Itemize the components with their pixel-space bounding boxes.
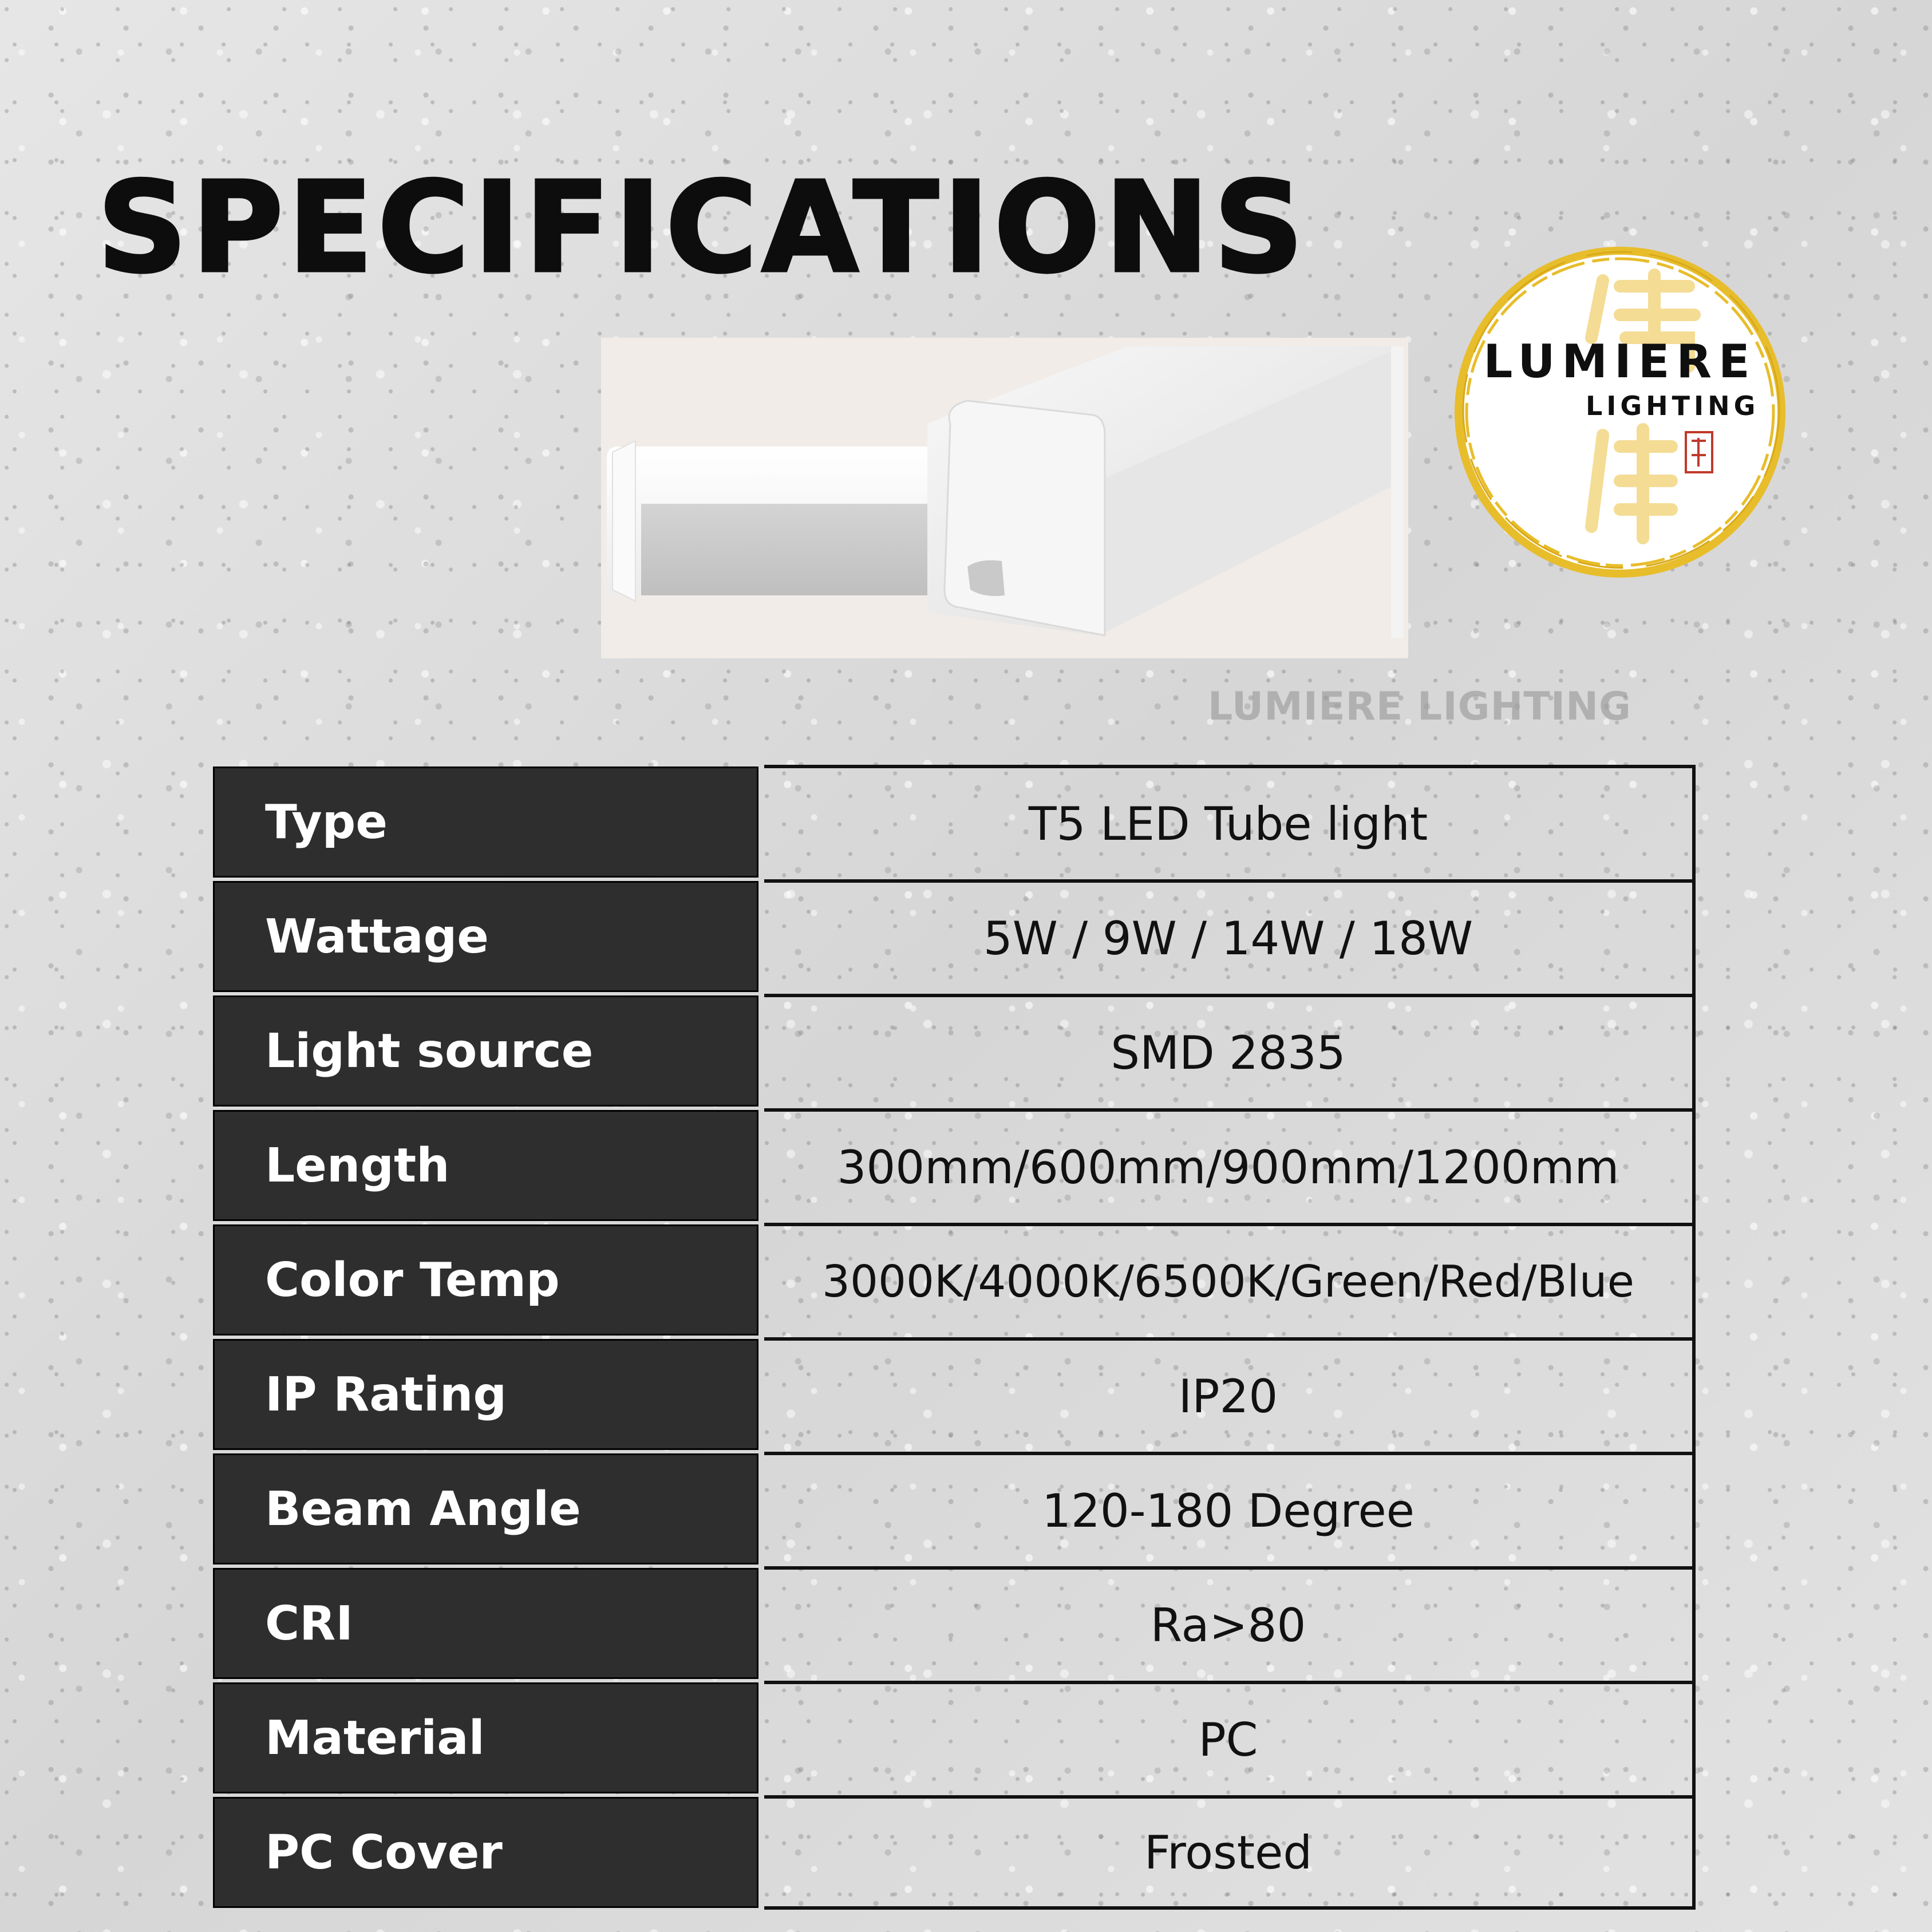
logo-name: LUMIERE [1483, 335, 1757, 388]
watermark-text: LUMIERE LIGHTING [1208, 684, 1631, 729]
spec-row-ip-rating [213, 1337, 1696, 1452]
spec-value: 120-180 Degree [764, 1452, 1696, 1566]
spec-value: 3000K/4000K/6500K/Green/Red/Blue [764, 1223, 1696, 1337]
spec-row-length [213, 1108, 1696, 1223]
spec-row-pc-cover [213, 1795, 1696, 1910]
spec-value: Ra>80 [764, 1566, 1696, 1681]
spec-value: Frosted [764, 1795, 1696, 1910]
spec-row-material [213, 1681, 1696, 1795]
spec-label: CRI [213, 1568, 758, 1679]
brand-logo [1448, 240, 1792, 584]
spec-value: 300mm/600mm/900mm/1200mm [764, 1108, 1696, 1223]
spec-row-light-source [213, 994, 1696, 1108]
spec-value: PC [764, 1681, 1696, 1795]
spec-label: PC Cover [213, 1797, 758, 1908]
spec-label: IP Rating [213, 1339, 758, 1450]
page-title: SPECIFICATIONS [97, 156, 1309, 301]
spec-label: Beam Angle [213, 1453, 758, 1564]
product-image [601, 338, 1408, 658]
spec-label: Light source [213, 995, 758, 1107]
spec-label: Color Temp [213, 1224, 758, 1336]
spec-row-cri [213, 1566, 1696, 1681]
logo-subtitle: LIGHTING [1586, 390, 1760, 421]
spec-label: Wattage [213, 881, 758, 992]
spec-value: SMD 2835 [764, 994, 1696, 1108]
spec-label: Length [213, 1110, 758, 1221]
spec-value: IP20 [764, 1337, 1696, 1452]
spec-row-type [213, 765, 1696, 879]
spec-table [213, 765, 1696, 1910]
spec-value: T5 LED Tube light [764, 765, 1696, 879]
spec-label: Type [213, 767, 758, 878]
spec-row-wattage [213, 879, 1696, 994]
spec-value: 5W / 9W / 14W / 18W [764, 879, 1696, 994]
spec-row-beam-angle [213, 1452, 1696, 1566]
spec-row-color-temp [213, 1223, 1696, 1337]
spec-label: Material [213, 1682, 758, 1793]
